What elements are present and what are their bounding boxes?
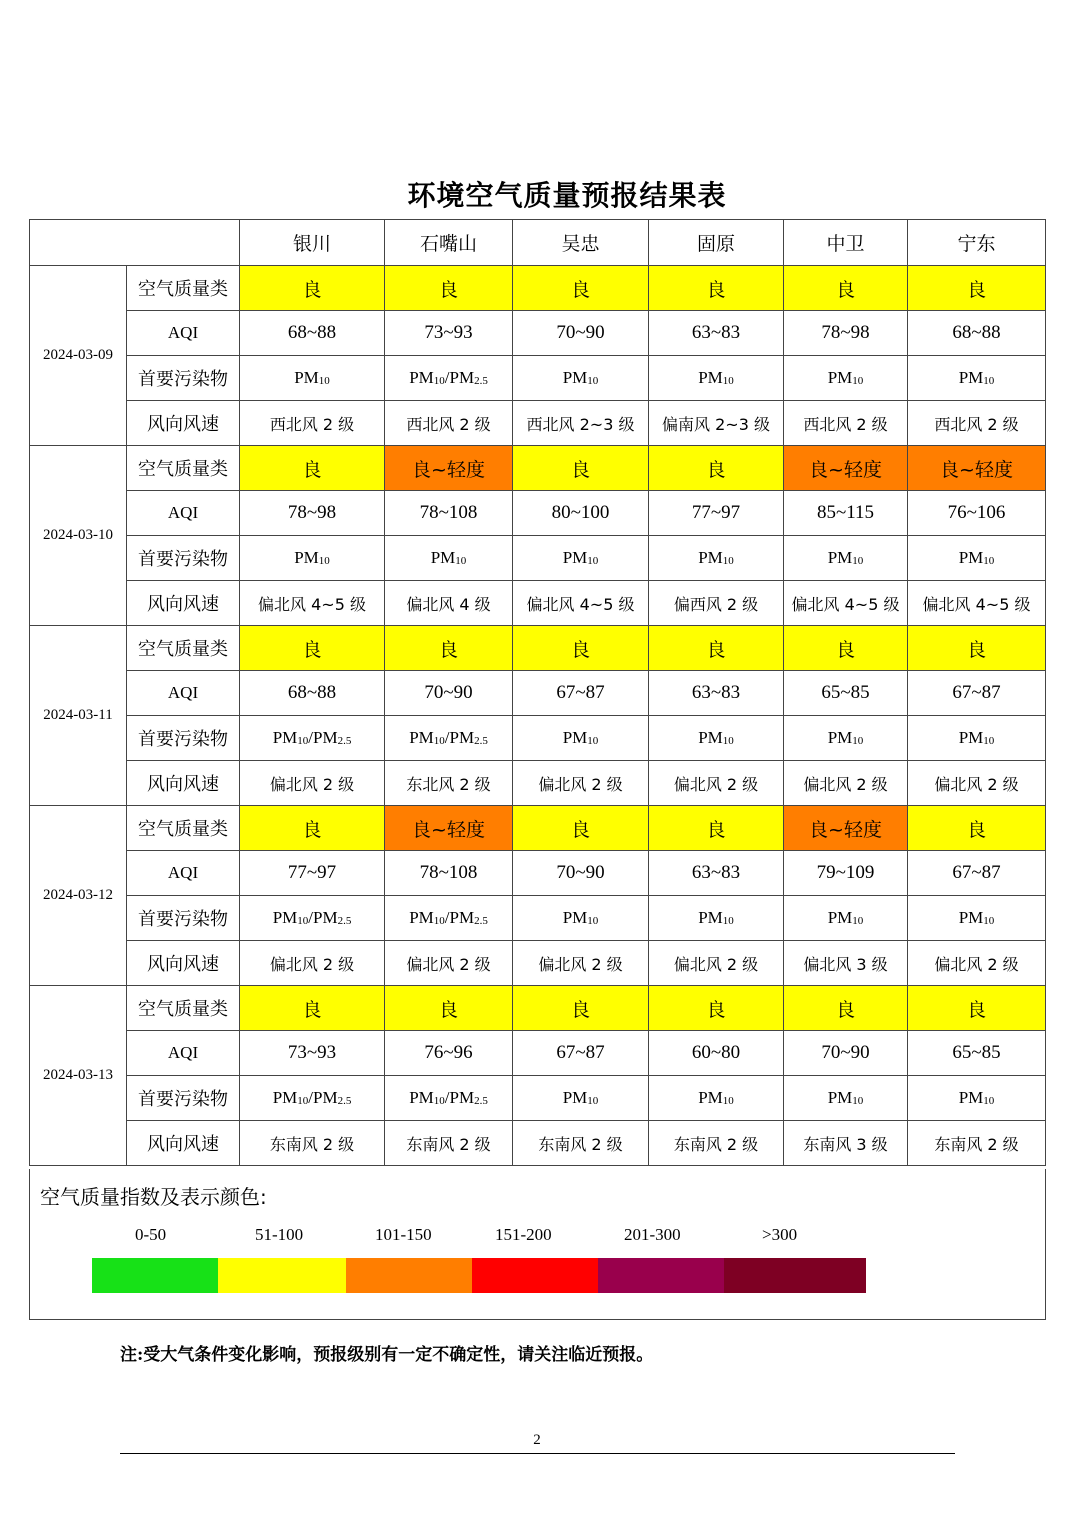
row-label-level: 空气质量类 (127, 806, 240, 851)
wind-cell: 偏北风 2 级 (908, 941, 1046, 986)
pollutant-name: /PM (444, 1088, 475, 1107)
level-row (30, 266, 1046, 311)
page-number: 2 (533, 1432, 541, 1448)
aqi-level-cell: 良 (908, 626, 1046, 671)
wind-cell: 西北风 2 级 (784, 401, 908, 446)
pollutant-name: PM (958, 728, 984, 747)
wind-cell: 西北风 2 级 (240, 401, 385, 446)
legend-swatch-orange (346, 1258, 472, 1293)
pollutant-cell (784, 356, 908, 401)
footnote: 注:受大气条件变化影响，预报级别有一定不确定性，请关注临近预报。 (120, 1345, 654, 1365)
pollutant-cell (513, 896, 649, 941)
aqi-level-cell: 良 (240, 986, 385, 1031)
pollutant-row (30, 536, 1046, 581)
city-header: 吴忠 (513, 220, 649, 266)
wind-cell: 偏北风 2 级 (385, 941, 513, 986)
pollutant-cell (513, 1076, 649, 1121)
aqi-level-cell: 良~轻度 (784, 806, 908, 851)
wind-cell: 东南风 2 级 (649, 1121, 784, 1166)
aqi-value-cell: 67~87 (513, 671, 649, 716)
pollutant-subscript: 10 (297, 915, 309, 927)
city-header: 银川 (240, 220, 385, 266)
pollutant-cell (784, 716, 908, 761)
pollutant-name: /PM (444, 908, 475, 927)
aqi-level-cell: 良 (513, 626, 649, 671)
aqi-level-cell: 良 (240, 806, 385, 851)
aqi-level-cell: 良 (784, 266, 908, 311)
date-cell: 2024-03-13 (30, 986, 127, 1166)
city-header: 中卫 (784, 220, 908, 266)
pollutant-cell (908, 896, 1046, 941)
date-cell: 2024-03-12 (30, 806, 127, 986)
legend-swatch-purple (598, 1258, 724, 1293)
wind-row (30, 581, 1046, 626)
aqi-level-cell: 良 (649, 626, 784, 671)
aqi-value-cell: 63~83 (649, 851, 784, 896)
pollutant-cell (385, 716, 513, 761)
legend-swatch-green (92, 1258, 218, 1293)
aqi-level-cell: 良 (784, 626, 908, 671)
pollutant-subscript: 10 (983, 915, 995, 927)
aqi-level-cell: 良 (240, 626, 385, 671)
pollutant-name: PM (272, 728, 298, 747)
aqi-value-cell: 67~87 (908, 671, 1046, 716)
aqi-value-cell: 68~88 (908, 311, 1046, 356)
pollutant-cell (908, 1076, 1046, 1121)
pollutant-subscript: 10 (722, 1095, 734, 1107)
pollutant-subscript: 10 (318, 555, 330, 567)
pollutant-cell (649, 1076, 784, 1121)
aqi-level-cell: 良~轻度 (385, 446, 513, 491)
pollutant-name: PM (698, 1088, 723, 1107)
city-header: 宁东 (908, 220, 1046, 266)
aqi-value-cell: 77~97 (240, 851, 385, 896)
row-label-aqi: AQI (127, 851, 240, 896)
pollutant-row (30, 1076, 1046, 1121)
pollutant-subscript: 10 (852, 375, 864, 387)
header-corner-cell (30, 220, 240, 266)
wind-cell: 东南风 3 级 (784, 1121, 908, 1166)
pollutant-name: PM (562, 908, 588, 927)
aqi-row (30, 491, 1046, 536)
wind-cell: 偏南风 2~3 级 (649, 401, 784, 446)
pollutant-subscript: 2.5 (474, 735, 488, 747)
forecast-table (29, 219, 1046, 1166)
wind-cell: 东南风 2 级 (240, 1121, 385, 1166)
row-label-pollutant: 首要污染物 (127, 536, 240, 581)
pollutant-cell (908, 356, 1046, 401)
pollutant-subscript: 10 (852, 555, 864, 567)
wind-cell: 偏北风 2 级 (908, 761, 1046, 806)
wind-cell: 偏北风 4 级 (385, 581, 513, 626)
pollutant-subscript: 10 (433, 1095, 445, 1107)
pollutant-subscript: 10 (722, 555, 734, 567)
aqi-row (30, 1031, 1046, 1076)
pollutant-subscript: 10 (433, 375, 445, 387)
wind-cell: 偏北风 3 级 (784, 941, 908, 986)
pollutant-subscript: 2.5 (337, 915, 352, 927)
pollutant-subscript: 2.5 (474, 915, 488, 927)
wind-cell: 偏北风 4~5 级 (513, 581, 649, 626)
pollutant-name: PM (409, 368, 434, 387)
pollutant-subscript: 10 (587, 375, 599, 387)
aqi-value-cell: 67~87 (908, 851, 1046, 896)
aqi-level-cell: 良 (649, 446, 784, 491)
pollutant-name: PM (958, 1088, 984, 1107)
pollutant-subscript: 10 (433, 915, 445, 927)
aqi-value-cell: 76~106 (908, 491, 1046, 536)
legend-swatch-red (472, 1258, 598, 1293)
header-row (30, 220, 1046, 266)
wind-cell: 西北风 2~3 级 (513, 401, 649, 446)
pollutant-name: PM (958, 548, 984, 567)
legend-swatch-yellow (218, 1258, 346, 1293)
pollutant-cell (240, 896, 385, 941)
pollutant-cell (908, 536, 1046, 581)
aqi-row (30, 851, 1046, 896)
wind-cell: 偏北风 2 级 (649, 941, 784, 986)
row-label-wind: 风向风速 (127, 581, 240, 626)
aqi-value-cell: 60~80 (649, 1031, 784, 1076)
pollutant-cell (649, 896, 784, 941)
aqi-value-cell: 68~88 (240, 671, 385, 716)
pollutant-name: /PM (308, 908, 338, 927)
aqi-row (30, 671, 1046, 716)
legend-range-label: 0-50 (135, 1225, 167, 1244)
wind-row (30, 1121, 1046, 1166)
aqi-value-cell: 70~90 (513, 311, 649, 356)
date-cell: 2024-03-09 (30, 266, 127, 446)
wind-row (30, 761, 1046, 806)
legend-range-label: 151-200 (495, 1225, 552, 1244)
row-label-wind: 风向风速 (127, 941, 240, 986)
aqi-level-cell: 良 (513, 806, 649, 851)
pollutant-cell (240, 356, 385, 401)
pollutant-cell (385, 896, 513, 941)
aqi-level-cell: 良 (385, 266, 513, 311)
aqi-level-cell: 良 (649, 266, 784, 311)
aqi-value-cell: 63~83 (649, 671, 784, 716)
wind-cell: 偏北风 4~5 级 (908, 581, 1046, 626)
pollutant-cell (240, 536, 385, 581)
pollutant-name: PM (409, 728, 434, 747)
pollutant-name: PM (827, 1088, 853, 1107)
pollutant-name: PM (409, 908, 434, 927)
pollutant-subscript: 10 (587, 735, 599, 747)
pollutant-subscript: 10 (852, 1095, 864, 1107)
aqi-value-cell: 70~90 (513, 851, 649, 896)
aqi-value-cell: 73~93 (385, 311, 513, 356)
aqi-value-cell: 79~109 (784, 851, 908, 896)
pollutant-name: PM (562, 368, 588, 387)
aqi-level-cell: 良 (513, 986, 649, 1031)
pollutant-name: /PM (308, 1088, 338, 1107)
pollutant-name: PM (958, 908, 984, 927)
aqi-value-cell: 68~88 (240, 311, 385, 356)
pollutant-name: PM (827, 548, 853, 567)
pollutant-row (30, 716, 1046, 761)
aqi-row (30, 311, 1046, 356)
pollutant-cell (649, 356, 784, 401)
aqi-value-cell: 78~108 (385, 491, 513, 536)
aqi-value-cell: 70~90 (385, 671, 513, 716)
aqi-value-cell: 65~85 (784, 671, 908, 716)
pollutant-subscript: 10 (983, 555, 995, 567)
pollutant-subscript: 2.5 (337, 735, 352, 747)
pollutant-name: PM (430, 548, 456, 567)
wind-cell: 偏北风 2 级 (649, 761, 784, 806)
pollutant-subscript: 10 (297, 735, 309, 747)
aqi-value-cell: 85~115 (784, 491, 908, 536)
pollutant-subscript: 2.5 (474, 1095, 488, 1107)
page-title: 环境空气质量预报结果表 (407, 179, 727, 212)
wind-cell: 偏北风 2 级 (240, 761, 385, 806)
wind-cell: 偏北风 2 级 (784, 761, 908, 806)
pollutant-cell (513, 356, 649, 401)
row-label-pollutant: 首要污染物 (127, 716, 240, 761)
pollutant-subscript: 10 (983, 1095, 995, 1107)
row-label-level: 空气质量类 (127, 446, 240, 491)
pollutant-name: PM (409, 1088, 434, 1107)
aqi-value-cell: 73~93 (240, 1031, 385, 1076)
pollutant-cell (784, 536, 908, 581)
aqi-value-cell: 63~83 (649, 311, 784, 356)
pollutant-row (30, 356, 1046, 401)
pollutant-name: PM (294, 548, 319, 567)
pollutant-name: PM (827, 368, 853, 387)
legend-range-label: >300 (762, 1225, 798, 1244)
wind-cell: 偏北风 4~5 级 (784, 581, 908, 626)
aqi-level-cell: 良 (513, 446, 649, 491)
pollutant-subscript: 10 (433, 735, 445, 747)
wind-cell: 偏北风 2 级 (513, 941, 649, 986)
pollutant-name: PM (827, 728, 853, 747)
row-label-level: 空气质量类 (127, 266, 240, 311)
wind-cell: 东北风 2 级 (385, 761, 513, 806)
pollutant-cell (908, 716, 1046, 761)
pollutant-cell (784, 1076, 908, 1121)
wind-cell: 东南风 2 级 (385, 1121, 513, 1166)
row-label-aqi: AQI (127, 671, 240, 716)
aqi-level-cell: 良 (649, 986, 784, 1031)
pollutant-cell (385, 356, 513, 401)
pollutant-cell (385, 536, 513, 581)
row-label-wind: 风向风速 (127, 1121, 240, 1166)
pollutant-name: PM (272, 908, 298, 927)
pollutant-subscript: 10 (852, 735, 864, 747)
pollutant-subscript: 10 (587, 915, 599, 927)
pollutant-name: /PM (308, 728, 338, 747)
pollutant-name: /PM (444, 368, 475, 387)
pollutant-subscript: 10 (722, 915, 734, 927)
legend-swatch-maroon (724, 1258, 866, 1293)
pollutant-name: PM (562, 728, 588, 747)
aqi-level-cell: 良 (385, 626, 513, 671)
level-row (30, 806, 1046, 851)
wind-cell: 西北风 2 级 (908, 401, 1046, 446)
aqi-level-cell: 良 (908, 806, 1046, 851)
pollutant-cell (513, 716, 649, 761)
pollutant-subscript: 2.5 (337, 1095, 352, 1107)
aqi-level-cell: 良 (908, 986, 1046, 1031)
pollutant-cell (649, 716, 784, 761)
pollutant-subscript: 2.5 (474, 375, 488, 387)
wind-cell: 偏北风 4~5 级 (240, 581, 385, 626)
pollutant-subscript: 10 (983, 375, 995, 387)
wind-cell: 东南风 2 级 (908, 1121, 1046, 1166)
aqi-level-cell: 良 (908, 266, 1046, 311)
pollutant-subscript: 10 (455, 555, 467, 567)
row-label-aqi: AQI (127, 491, 240, 536)
pollutant-row (30, 896, 1046, 941)
aqi-value-cell: 78~98 (240, 491, 385, 536)
pollutant-cell (649, 536, 784, 581)
aqi-value-cell: 67~87 (513, 1031, 649, 1076)
pollutant-cell (240, 1076, 385, 1121)
row-label-pollutant: 首要污染物 (127, 356, 240, 401)
pollutant-name: PM (272, 1088, 298, 1107)
row-label-wind: 风向风速 (127, 761, 240, 806)
pollutant-name: PM (294, 368, 319, 387)
row-label-aqi: AQI (127, 311, 240, 356)
wind-cell: 东南风 2 级 (513, 1121, 649, 1166)
city-header: 石嘴山 (385, 220, 513, 266)
aqi-level-cell: 良 (649, 806, 784, 851)
aqi-value-cell: 80~100 (513, 491, 649, 536)
footer-divider (120, 1453, 955, 1454)
pollutant-subscript: 10 (983, 735, 995, 747)
pollutant-subscript: 10 (852, 915, 864, 927)
row-label-pollutant: 首要污染物 (127, 896, 240, 941)
aqi-level-cell: 良 (385, 986, 513, 1031)
legend-range-label: 201-300 (624, 1225, 681, 1244)
aqi-level-cell: 良 (240, 266, 385, 311)
legend-range-label: 51-100 (255, 1225, 304, 1244)
pollutant-name: PM (827, 908, 853, 927)
row-label-level: 空气质量类 (127, 626, 240, 671)
city-header: 固原 (649, 220, 784, 266)
pollutant-name: PM (698, 548, 723, 567)
row-label-wind: 风向风速 (127, 401, 240, 446)
aqi-value-cell: 78~98 (784, 311, 908, 356)
aqi-level-cell: 良~轻度 (784, 446, 908, 491)
pollutant-name: PM (562, 1088, 588, 1107)
aqi-value-cell: 78~108 (385, 851, 513, 896)
pollutant-cell (240, 716, 385, 761)
row-label-aqi: AQI (127, 1031, 240, 1076)
level-row (30, 986, 1046, 1031)
level-row (30, 446, 1046, 491)
pollutant-subscript: 10 (722, 735, 734, 747)
row-label-pollutant: 首要污染物 (127, 1076, 240, 1121)
pollutant-cell (385, 1076, 513, 1121)
level-row (30, 626, 1046, 671)
aqi-value-cell: 70~90 (784, 1031, 908, 1076)
wind-cell: 西北风 2 级 (385, 401, 513, 446)
wind-row (30, 401, 1046, 446)
pollutant-subscript: 10 (297, 1095, 309, 1107)
legend-title: 空气质量指数及表示颜色: (40, 1185, 267, 1209)
pollutant-name: PM (698, 908, 723, 927)
aqi-value-cell: 76~96 (385, 1031, 513, 1076)
wind-cell: 偏北风 2 级 (240, 941, 385, 986)
pollutant-subscript: 10 (722, 375, 734, 387)
pollutant-subscript: 10 (587, 1095, 599, 1107)
wind-cell: 偏北风 2 级 (513, 761, 649, 806)
pollutant-cell (513, 536, 649, 581)
pollutant-name: PM (958, 368, 984, 387)
pollutant-name: PM (698, 368, 723, 387)
pollutant-cell (784, 896, 908, 941)
aqi-level-cell: 良 (240, 446, 385, 491)
aqi-value-cell: 77~97 (649, 491, 784, 536)
aqi-level-cell: 良 (784, 986, 908, 1031)
legend-range-label: 101-150 (375, 1225, 432, 1244)
date-cell: 2024-03-11 (30, 626, 127, 806)
aqi-legend (29, 1169, 1046, 1320)
aqi-level-cell: 良~轻度 (908, 446, 1046, 491)
aqi-value-cell: 65~85 (908, 1031, 1046, 1076)
pollutant-name: PM (698, 728, 723, 747)
wind-cell: 偏西风 2 级 (649, 581, 784, 626)
pollutant-name: /PM (444, 728, 475, 747)
pollutant-subscript: 10 (318, 375, 330, 387)
pollutant-subscript: 10 (587, 555, 599, 567)
row-label-level: 空气质量类 (127, 986, 240, 1031)
date-cell: 2024-03-10 (30, 446, 127, 626)
wind-row (30, 941, 1046, 986)
aqi-level-cell: 良~轻度 (385, 806, 513, 851)
pollutant-name: PM (562, 548, 588, 567)
aqi-level-cell: 良 (513, 266, 649, 311)
